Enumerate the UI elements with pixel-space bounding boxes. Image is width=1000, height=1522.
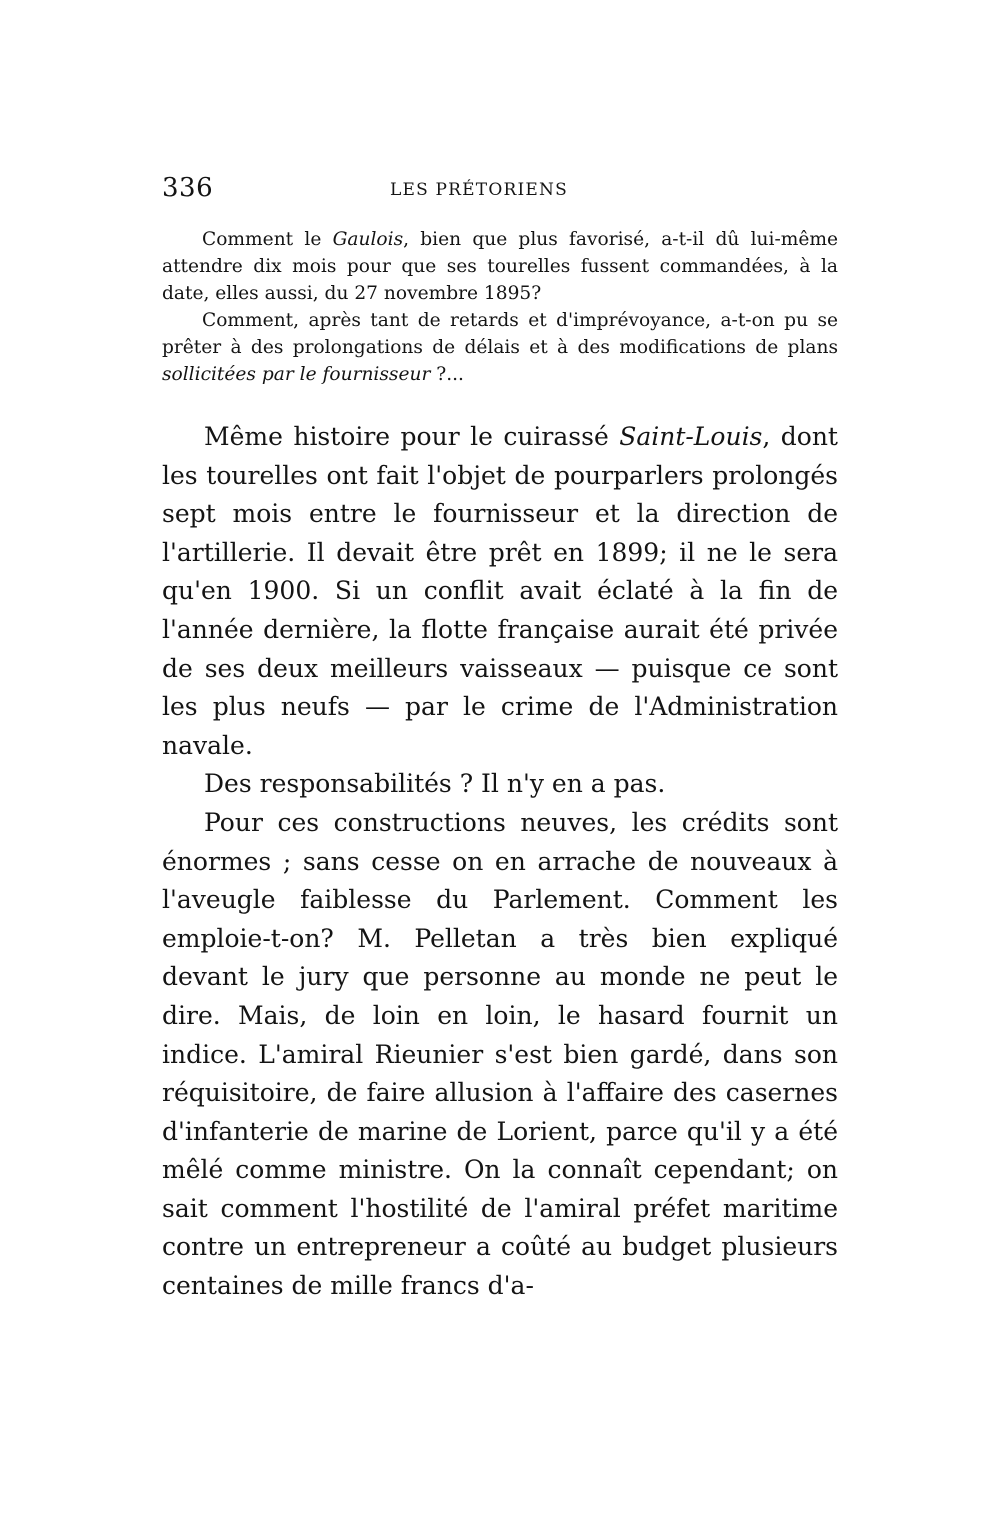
ship-name-saint-louis: Saint-Louis bbox=[619, 422, 763, 451]
main-text bbox=[162, 418, 838, 1306]
quote-paragraph-1: Comment le Gaulois, bien que plus favorisé, a-t-il dû lui-même attendre dix mois pour que ses tourelles fussent commandées, à la date, elles aussi, du 27 novembre 1895? bbox=[162, 229, 839, 304]
main-paragraph-1: Même histoire pour le cuirassé Saint-Louis, dont les tourelles ont fait l'objet de pourparlers prolongés sept mois entre le fournisseur et la direction de l'artillerie. Il devait être prêt en 1899; il ne le sera qu'en 1900. Si un conflit avait éclaté à la fin de l'année dernière, la flotte française aurait été privée de ses deux meilleurs vaisseaux — puisque ce sont les plus neufs — par le crime de l'Administration navale. bbox=[162, 422, 838, 760]
quoted-passage bbox=[162, 226, 838, 388]
page-number: 336 bbox=[162, 173, 214, 203]
main-paragraph-2: Des responsabilités ? Il n'y en a pas. bbox=[204, 769, 666, 799]
italic-phrase: sollicitées par le fournisseur bbox=[162, 364, 431, 385]
quote-paragraph-2: Comment, après tant de retards et d'imprévoyance, a-t-on pu se prêter à des prolongations de délais et à des modifications de plans sollicitées par le fournisseur ?... bbox=[162, 310, 838, 385]
running-head bbox=[162, 172, 838, 206]
running-title: LES PRÉTORIENS bbox=[390, 180, 568, 200]
ship-name-gaulois: Gaulois bbox=[332, 229, 404, 250]
main-paragraph-3: Pour ces constructions neuves, les crédits sont énormes ; sans cesse on en arrache de nouveaux à l'aveugle faiblesse du Parlement. Comment les emploie-t-on? M. Pelletan a très bien expliqué devant le jury que personne au monde ne peut le dire. Mais, de loin en loin, le hasard fournit un indice. L'amiral Rieunier s'est bien gardé, dans son réquisitoire, de faire allusion à l'affaire des casernes d'infanterie de marine de Lorient, parce qu'il y a été mêlé comme ministre. On la connaît cependant; on sait comment l'hostilité de l'amiral préfet maritime contre un entrepreneur a coûté au budget plusieurs centaines de mille francs d'a- bbox=[162, 807, 838, 1301]
